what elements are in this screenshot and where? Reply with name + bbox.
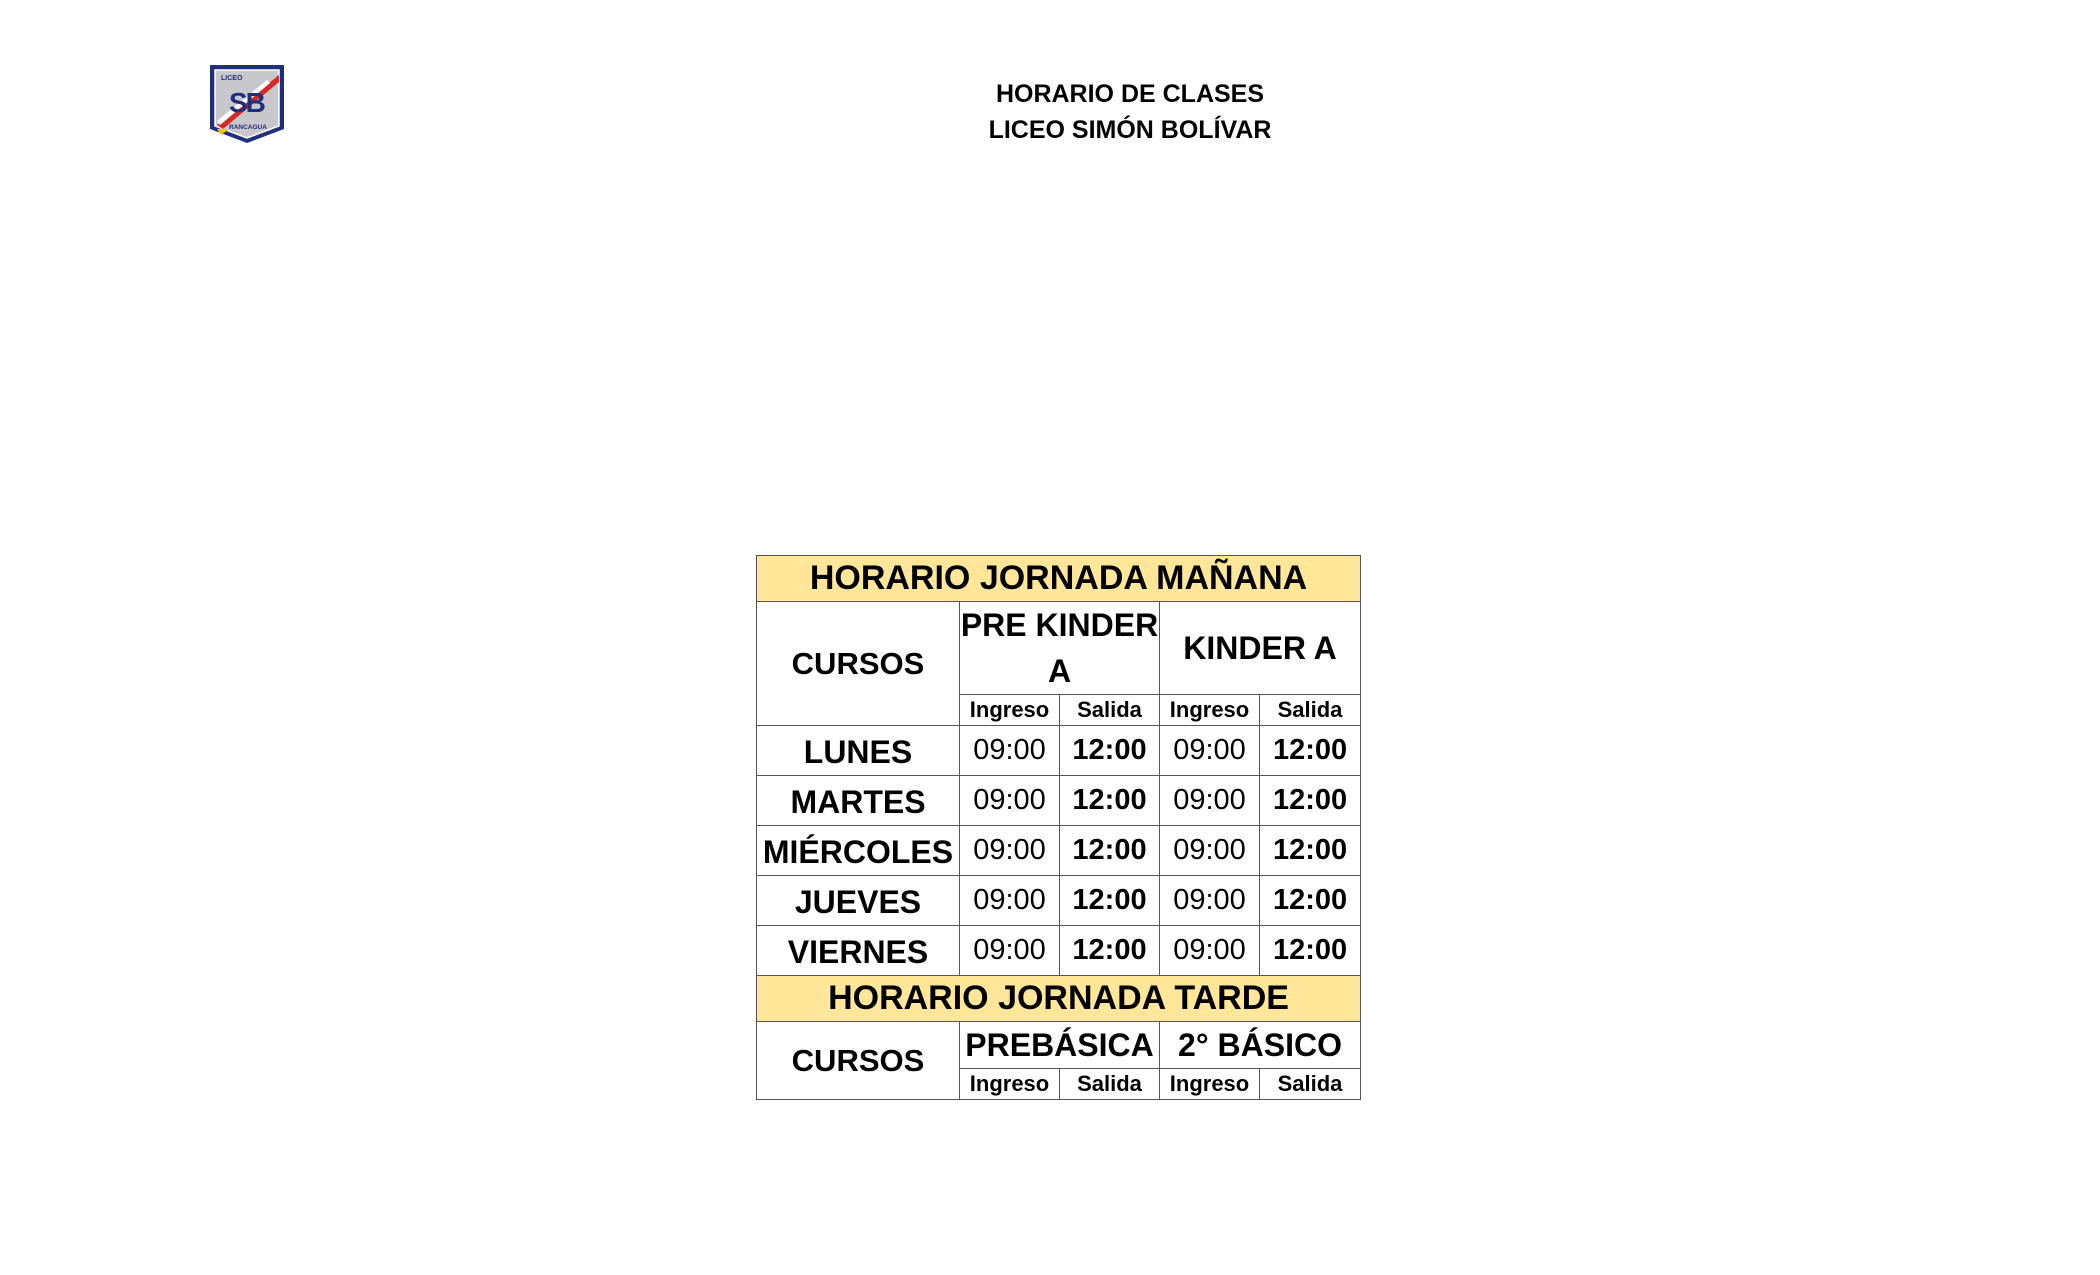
time-cell: 09:00 [960, 826, 1060, 876]
time-cell: 09:00 [1160, 776, 1260, 826]
table-row [757, 826, 1361, 876]
afternoon-course-header-row [757, 1022, 1361, 1069]
morning-band-title: HORARIO JORNADA MAÑANA [757, 556, 1361, 602]
time-cell: 12:00 [1060, 726, 1160, 776]
table-row [757, 926, 1361, 976]
afternoon-band-row [757, 976, 1361, 1022]
header-title: HORARIO DE CLASES [995, 80, 1265, 108]
time-cell: 12:00 [1260, 776, 1361, 826]
header-school-name: LICEO SIMÓN BOLÍVAR [988, 116, 1272, 144]
time-cell: 12:00 [1060, 776, 1160, 826]
subheader-salida: Salida [1260, 695, 1361, 726]
school-crest-logo [207, 63, 287, 145]
morning-course-header-row [757, 602, 1361, 695]
document-header [880, 76, 1380, 148]
time-cell: 09:00 [1160, 726, 1260, 776]
afternoon-band-title: HORARIO JORNADA TARDE [757, 976, 1361, 1022]
subheader-salida: Salida [1060, 1069, 1160, 1100]
day-label: MARTES [757, 776, 960, 826]
time-cell: 09:00 [1160, 826, 1260, 876]
morning-band-row [757, 556, 1361, 602]
time-cell: 09:00 [1160, 876, 1260, 926]
day-label: JUEVES [757, 876, 960, 926]
svg-text:SB: SB [229, 87, 264, 118]
morning-cursos-label: CURSOS [757, 602, 960, 726]
course-prebasica: PREBÁSICA [960, 1022, 1160, 1069]
time-cell: 12:00 [1060, 826, 1160, 876]
course-2-basico: 2° BÁSICO [1160, 1022, 1361, 1069]
subheader-ingreso: Ingreso [1160, 1069, 1260, 1100]
subheader-salida: Salida [1260, 1069, 1361, 1100]
time-cell: 12:00 [1260, 876, 1361, 926]
course-kinder-a: KINDER A [1160, 602, 1361, 695]
time-cell: 12:00 [1260, 926, 1361, 976]
table-row [757, 776, 1361, 826]
day-label: MIÉRCOLES [757, 826, 960, 876]
subheader-ingreso: Ingreso [960, 695, 1060, 726]
time-cell: 09:00 [960, 776, 1060, 826]
course-pre-kinder-a: PRE KINDER A [960, 602, 1160, 695]
time-cell: 12:00 [1260, 726, 1361, 776]
time-cell: 12:00 [1060, 876, 1160, 926]
afternoon-cursos-label: CURSOS [757, 1022, 960, 1100]
svg-text:RANCAGUA: RANCAGUA [229, 124, 267, 131]
time-cell: 09:00 [960, 926, 1060, 976]
subheader-ingreso: Ingreso [1160, 695, 1260, 726]
table-row [757, 726, 1361, 776]
schedule-table [756, 555, 1361, 1100]
time-cell: 09:00 [960, 726, 1060, 776]
day-label: LUNES [757, 726, 960, 776]
svg-text:LICEO: LICEO [221, 75, 243, 82]
subheader-salida: Salida [1060, 695, 1160, 726]
time-cell: 09:00 [1160, 926, 1260, 976]
time-cell: 09:00 [960, 876, 1060, 926]
time-cell: 12:00 [1260, 826, 1361, 876]
table-row [757, 876, 1361, 926]
time-cell: 12:00 [1060, 926, 1160, 976]
subheader-ingreso: Ingreso [960, 1069, 1060, 1100]
day-label: VIERNES [757, 926, 960, 976]
